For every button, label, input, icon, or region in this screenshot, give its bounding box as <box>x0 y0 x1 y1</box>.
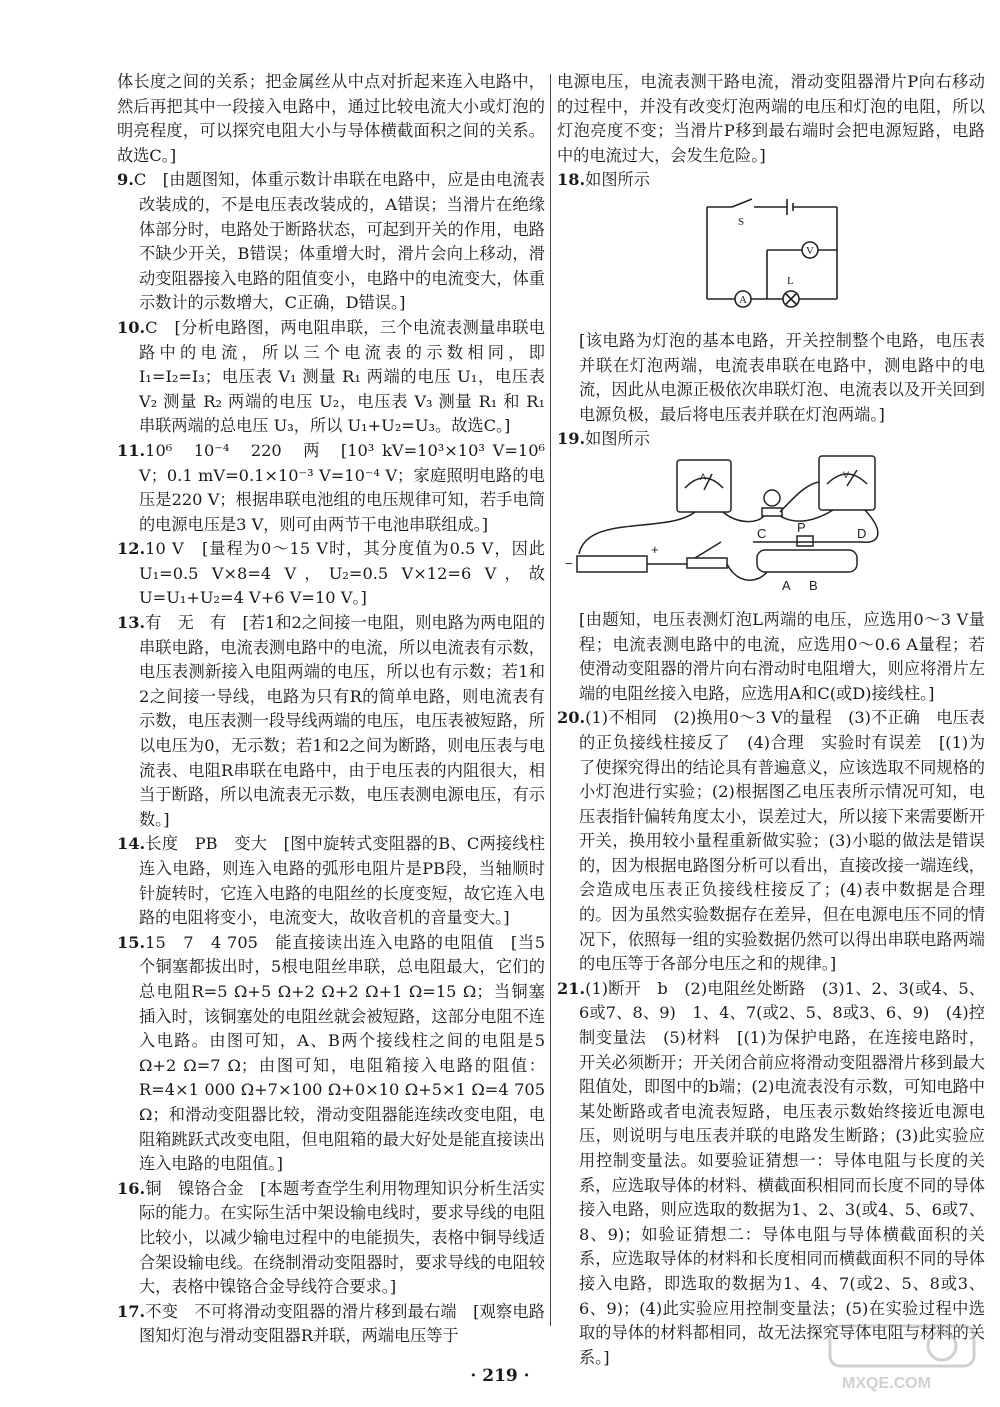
battery-pack <box>577 556 647 572</box>
answer-list-right <box>557 706 985 1370</box>
column-divider <box>550 74 551 1326</box>
answer-item-18 <box>557 168 985 193</box>
item-answer: 10⁶ 10⁻⁴ 220 两 <box>145 440 323 460</box>
lamp-label: L <box>787 274 794 287</box>
item-answer: 10 V <box>145 539 184 559</box>
circuit-diagram-19 <box>557 454 985 602</box>
continuation-text: 电源电压，电流表测干路电流，滑动变阻器滑片P向右移动的过程中，并没有改变灯泡两端的电压和灯泡的电阻，所以灯泡亮度不变；当滑片P移到最右端时会把电源短路，电路中的电流过大，会发生危险。] <box>557 72 985 165</box>
left-column <box>117 70 545 1349</box>
item-explanation: [图中旋转式变阻器的B、C两接线柱连入电路，则连入电路的弧形电阻片是PB段，当轴顺时针旋转时，它连入电路的电阻丝的长度变短，故它连入电路的电阻将变小，电流变大，故收音机的音量变大。] <box>139 834 545 928</box>
item-lead: 如图所示 <box>585 429 650 449</box>
item-answer: 铜 镍铬合金 <box>145 1178 244 1198</box>
rheostat-coil <box>757 550 857 572</box>
answer-item-12 <box>117 537 545 611</box>
terminal-A: A <box>782 577 791 593</box>
answer-item-17 <box>117 1300 545 1349</box>
item-number: 18. <box>557 170 586 190</box>
item-number: 12. <box>117 539 146 559</box>
item-number: 17. <box>117 1301 146 1321</box>
voltmeter-label: V <box>806 244 814 257</box>
watermark-text: MXQE.COM <box>842 1375 931 1392</box>
answer-list-left <box>117 168 545 1349</box>
item-explanation: [10³ kV=10³×10³ V=10⁶ V；0.1 mV=0.1×10⁻³ V=10⁻⁴ V；家庭照明电路的电压是220 V；根据串联电池组的电压规律可知，若手电筒的电源电压是3 V，则可由两节干电池串联组成。] <box>139 440 546 534</box>
item-number: 11. <box>117 440 146 460</box>
terminal-C: C <box>757 525 767 541</box>
item-number: 14. <box>117 834 146 854</box>
battery-minus: − <box>565 555 573 571</box>
ammeter-letter: A <box>700 471 707 482</box>
circuit-schematic <box>557 195 985 323</box>
item-number: 21. <box>557 978 586 998</box>
answer-item-15 <box>117 931 545 1177</box>
switch-label: S <box>738 215 745 228</box>
circuit-diagram-18 <box>557 195 985 323</box>
item-explanation: [(1)为了使探究得出的结论具有普遍意义，应该选取不同规格的小灯泡进行实验；(2)根据图乙电压表所示情况可知，电压表指针偏转角度太小，误差过大，所以接下来需要断开开关，换用较小量程重新做实验；(3)小聪的做法是错误的，因为根据电路图分析可以看出，直接改接一端连线，会造成电压表正负接线柱接反了；(4)表中数据是合理的。因为虽然实验数据存在差异，但在电源电压不同的情况下，依照每一组的实验数据仍然可以得出串联电路两端的电压等于各部分电压之和的规律。] <box>579 732 986 974</box>
item-explanation: [本题考查学生利用物理知识分析生活实际的能力。在实际生活中架设输电线时，要求导线的电阻比较小，以减少输电过程中的电能损失，表格中铜导线适合架设输电线。在绕制滑动变阻器时，要求导线的电阻较大，表格中镍铬合金导线符合要求。] <box>139 1178 545 1297</box>
watermark-logo <box>822 1322 982 1394</box>
item-explanation: [分析电路图，两电阻串联，三个电流表测量串联电路中的电流，所以三个电流表的示数相同，即 I₁=I₂=I₃；电压表 V₁ 测量 R₁ 两端的电压 U₁，电压表 V₂ 测量 R₂ 两端的电压 U₂，电压表 V₃ 测量 R₁ 和 R₁ 串联两端的总电压 U₃，所以 U₁+U₂=U₃。故选C。] <box>139 317 545 436</box>
continuation-text: 体长度之间的关系；把金属丝从中点对折起来连入电路中，然后再把其中一段接入电路中，通过比较电流大小或灯泡的明亮程度，可以探究电阻大小与导体横截面积之间的关系。故选C。] <box>117 72 545 165</box>
answer-explanation-19: [由题知，电压表测灯泡L两端的电压，应选用0～3 V量程；电流表测电路中的电流，应选用0～0.6 A量程；若使滑动变阻器的滑片向右滑动时电阻增大，则应将滑片左端的电阻丝接入电路，应选用A和C(或D)接线柱。] <box>579 609 985 703</box>
item-answer: C <box>145 317 158 337</box>
answer-item-10 <box>117 316 545 439</box>
switch-lever <box>732 199 752 207</box>
voltmeter-letter: V <box>843 469 850 480</box>
item-answer: 15 7 4 705 能直接读出连入电路的电阻值 <box>145 932 495 952</box>
answer-item-16 <box>117 1177 545 1300</box>
answer-item-11 <box>117 439 545 537</box>
item-answer: (1)断开 b (2)电阻丝处断路 (3)1、2、3(或4、5、6或7、8、9) 1、4、7(或2、5、8或3、6、9) (4)控制变量法 (5)材料 <box>579 978 985 1048</box>
answer-item-9 <box>117 168 545 316</box>
answer-item-19 <box>557 427 985 452</box>
item-number: 15. <box>117 932 146 952</box>
slider-P: P <box>797 519 806 535</box>
page-number: · 219 · <box>470 1366 530 1386</box>
answer-item-14 <box>117 832 545 930</box>
item-lead: 如图所示 <box>585 170 650 190</box>
ammeter-label: A <box>739 293 747 306</box>
item-number: 13. <box>117 613 146 633</box>
terminal-D: D <box>857 525 867 541</box>
item-explanation: [(1)为保护电路，在连接电路时，开关必须断开；开关闭合前应将滑动变阻器滑片移到最大阻值处，即图中的b端；(2)电流表没有示数，可知电路中某处断路或者电流表短路，电压表示数始终接近电源电压，则说明与电压表并联的电路发生断路；(3)此实验应用控制变量法。如要验证猜想一：导体电阻与长度的关系，应选取导体的材料、横截面积相同而长度不同的导体接入电路，则应选取的数据为1、2、3(或4、5、6或7、8、9)；如验证猜想二：导体电阻与导体横截面积的关系，应选取导体的材料和长度相同而横截面积不同的导体接入电路，即选取的数据为1、4、7(或2、5、8或3、6、9)；(4)此实验应用控制变量法；(5)在实验过程中选取的导体的材料都相同，故无法探究导体电阻与材料的关系。] <box>579 1028 986 1367</box>
battery-plus: + <box>651 541 659 557</box>
item-explanation: [若1和2之间接一电阻，则电路为两电阻的串联电路，电流表测电路中的电流，所以电流表有示数，电压表测新接入电阻两端的电压，所以也有示数；若1和2之间接一导线，电路为只有R的简单电路，则电流表有示数，电压表测一段导线两端的电压，电压表被短路，所以电压为0，无示数；若1和2之间为断路，则电压表与电流表、电阻R串联在电路中，由于电压表的内阻很大，相当于断路，所以电流表无示数，电压表测电源电压，有示数。] <box>139 613 546 829</box>
item-answer: 有 无 有 <box>145 613 227 633</box>
lamp-bulb <box>764 490 780 506</box>
item-explanation: [量程为0～15 V时，其分度值为0.5 V，因此U₁=0.5 V×8=4 V，U₂=0.5 V×12=6 V，故U=U₁+U₂=4 V+6 V=10 V。] <box>139 539 545 608</box>
item-number: 16. <box>117 1178 146 1198</box>
terminal-B: B <box>809 577 818 593</box>
answer-item-13 <box>117 611 545 832</box>
item-explanation: [当5个铜塞都拔出时，5根电阻丝串联，总电阻最大，它们的总电阻R=5 Ω+5 Ω+2 Ω+2 Ω+1 Ω=15 Ω；当铜塞插入时，该铜塞处的电阻丝就会被短路，这部分电阻不连入电路。由图可知，A、B两个接线柱之间的电阻是5 Ω+2 Ω=7 Ω；由图可知，电阻箱接入电路的阻值：R=4×1 000 Ω+7×100 Ω+0×10 Ω+5×1 Ω=4 705 Ω；和滑动变阻器比较，滑动变阻器能连续改变电阻，电阻箱跳跃式改变电阻，但电阻箱的最大好处是能直接读出连入电路的电阻值。] <box>139 932 545 1174</box>
item-explanation: [由题图知，体重示数计串联在电路中，应是由电流表改装成的，不是电压表改装成的，A错误；当滑片在绝缘体部分时，电路处于断路状态，可起到开关的作用，电路不缺少开关，B错误；体重增大时，滑片会向上移动，滑动变阻器接入电路的阻值变小，电路中的电流变大，体重示数计的示数增大，C正确，D错误。] <box>139 170 545 313</box>
item-number: 19. <box>557 429 586 449</box>
right-column <box>557 70 985 1370</box>
item-explanation: [观察电路图知灯泡与滑动变阻器R并联，两端电压等于 <box>139 1301 545 1346</box>
item-answer: C <box>133 170 147 190</box>
ammeter-device <box>677 460 731 512</box>
item-number: 20. <box>557 708 586 728</box>
answer-explanation-18: [该电路为灯泡的基本电路，开关控制整个电路，电压表并联在灯泡两端，电流表串联在电路中，测电路中的电流，因此从电源正极依次串联灯泡、电流表以及开关回到电源负极，最后将电压表并联在灯泡两端。] <box>579 330 985 424</box>
item-answer: 长度 PB 变大 <box>145 834 268 854</box>
answer-item-21 <box>557 977 985 1371</box>
item-answer: (1)不相同 (2)换用0～3 V的量程 (3)不正确 电压表的正负接线柱接反了 (4)合理 实验时有误差 <box>579 708 985 752</box>
item-answer: 不变 不可将滑动变阻器的滑片移到最右端 <box>145 1301 457 1321</box>
item-number: 9. <box>117 170 134 190</box>
knife-switch-blade <box>695 542 721 558</box>
physical-circuit-drawing <box>557 454 985 602</box>
answer-item-20 <box>557 706 985 977</box>
item-number: 10. <box>117 317 146 337</box>
